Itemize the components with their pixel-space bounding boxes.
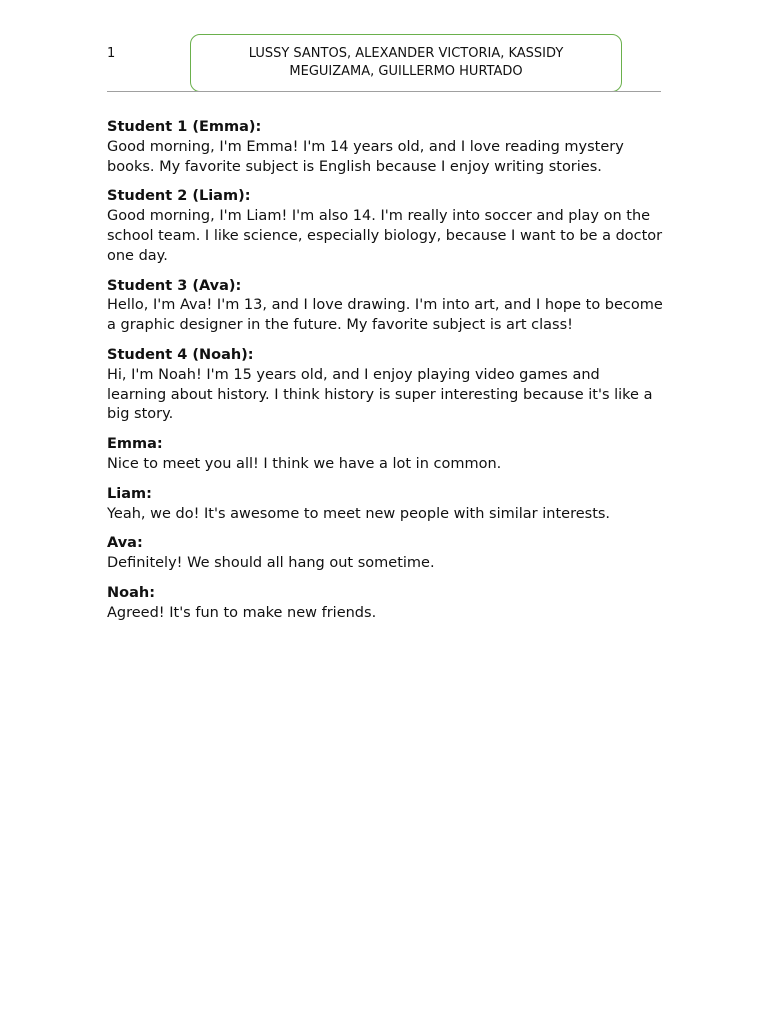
dialogue-text: Yeah, we do! It's awesome to meet new people with similar interests. bbox=[107, 505, 611, 522]
dialogue-entry-liam-reply bbox=[107, 485, 663, 525]
dialogue-text: Good morning, I'm Emma! I'm 14 years old, and I love reading mystery books. My favorite subject is English because I enjoy writing stories. bbox=[107, 138, 624, 175]
dialogue-entry-noah-reply bbox=[107, 584, 663, 624]
header-divider bbox=[107, 91, 661, 92]
dialogue-entry-noah-intro bbox=[107, 346, 663, 425]
header-authors: LUSSY SANTOS, ALEXANDER VICTORIA, KASSIDY MEGUIZAMA, GUILLERMO HURTADO bbox=[248, 46, 564, 79]
dialogue-text: Agreed! It's fun to make new friends. bbox=[107, 604, 377, 621]
speaker-label: Liam: bbox=[107, 485, 152, 502]
header-author-box bbox=[190, 34, 622, 92]
dialogue-entry-liam-intro bbox=[107, 187, 663, 266]
speaker-label: Student 1 (Emma): bbox=[107, 119, 262, 135]
dialogue-text: Good morning, I'm Liam! I'm also 14. I'm really into soccer and play on the school team. I like science, especially biology, because I want to be a doctor one day. bbox=[107, 208, 663, 264]
speaker-label: Student 2 (Liam): bbox=[107, 188, 251, 205]
dialogue bbox=[107, 118, 663, 634]
page-number: 1 bbox=[107, 46, 116, 61]
speaker-label: Student 3 (Ava): bbox=[107, 277, 242, 294]
speaker-label: Noah: bbox=[107, 584, 156, 601]
speaker-label: Ava: bbox=[107, 535, 143, 552]
dialogue-entry-ava-intro bbox=[107, 277, 663, 336]
speaker-label: Emma: bbox=[107, 436, 163, 453]
dialogue-text: Nice to meet you all! I think we have a lot in common. bbox=[107, 455, 502, 472]
dialogue-entry-ava-reply bbox=[107, 534, 663, 574]
speaker-label: Student 4 (Noah): bbox=[107, 346, 254, 363]
dialogue-text: Hi, I'm Noah! I'm 15 years old, and I enjoy playing video games and learning about history. I think history is super interesting because it's like a big story. bbox=[107, 366, 653, 423]
dialogue-entry-emma-intro bbox=[107, 118, 663, 177]
dialogue-entry-emma-reply bbox=[107, 435, 663, 475]
dialogue-text: Hello, I'm Ava! I'm 13, and I love drawing. I'm into art, and I hope to become a graphic designer in the future. My favorite subject is art class! bbox=[107, 297, 663, 334]
dialogue-text: Definitely! We should all hang out sometime. bbox=[107, 555, 435, 572]
